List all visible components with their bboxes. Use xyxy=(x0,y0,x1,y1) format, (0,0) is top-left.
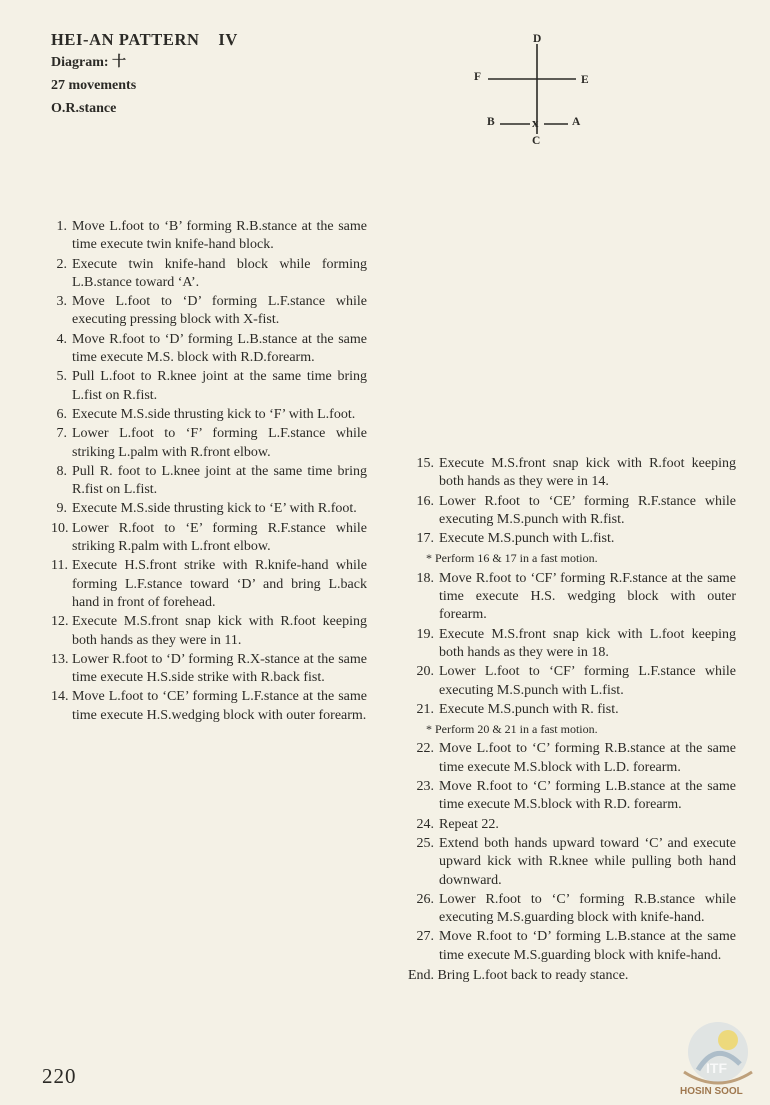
point-d-label: D xyxy=(533,33,542,45)
movement-text: Execute M.S.front snap kick with R.foot keeping both hands as they were in 11. xyxy=(72,614,367,648)
movement-text: Pull L.foot to R.knee joint at the same time bring L.fist on R.fist. xyxy=(72,369,367,403)
movement-item xyxy=(51,688,367,725)
movement-text: Pull R. foot to L.knee joint at the same time bring R.fist on L.fist. xyxy=(72,463,367,498)
movement-number: 7. xyxy=(56,426,67,442)
movement-item xyxy=(51,368,367,405)
fast-motion-note: * Perform 16 & 17 in a fast motion. xyxy=(426,551,598,566)
watermark-mark: ITF xyxy=(706,1060,727,1076)
movement-text: Move L.foot to ‘CE’ forming L.F.stance at the same time execute H.S.wedging block with outer forearm. xyxy=(72,689,367,723)
movement-text: Move R.foot to ‘D’ forming L.B.stance at the same time execute M.S. block with R.D.forearm. xyxy=(72,331,367,366)
movements-count: 27 movements xyxy=(51,78,137,93)
movement-text: Lower R.foot to ‘D’ forming R.X-stance at the same time execute H.S.side strike with R.back fist. xyxy=(72,651,367,686)
movement-number: 9. xyxy=(56,501,67,517)
page-number: 220 xyxy=(42,1064,77,1088)
movement-item xyxy=(408,663,736,700)
movement-text: Lower R.foot to ‘CE’ forming R.F.stance while executing M.S.punch with R.fist. xyxy=(439,493,736,527)
movement-number: 16. xyxy=(416,493,434,509)
movement-number: 24. xyxy=(416,816,434,832)
movement-number: 23. xyxy=(416,779,434,795)
movement-number: 21. xyxy=(416,701,434,717)
movement-number: 3. xyxy=(56,294,67,310)
movement-number: 4. xyxy=(56,331,67,347)
movement-text: Execute M.S.front snap kick with L.foot keeping both hands as they were in 18. xyxy=(439,626,736,660)
page-header xyxy=(51,28,238,120)
direction-diagram xyxy=(470,30,600,150)
movement-text: Execute M.S.front snap kick with R.foot keeping both hands as they were in 14. xyxy=(439,456,736,490)
movement-item xyxy=(51,520,367,557)
movement-item xyxy=(51,218,367,255)
movement-item xyxy=(408,835,736,890)
movement-text: Execute M.S.side thrusting kick to ‘F’ with L.foot. xyxy=(72,406,356,422)
movement-item xyxy=(408,816,736,834)
movement-item xyxy=(51,256,367,293)
movement-number: 26. xyxy=(416,891,434,907)
start-point-x: x xyxy=(532,115,539,130)
movement-text: Lower L.foot to ‘F’ forming L.F.stance while striking L.palm with R.front elbow. xyxy=(72,426,367,460)
movement-item xyxy=(51,500,367,518)
movement-text: Lower R.foot to ‘E’ forming R.F.stance while striking R.palm with L.front elbow. xyxy=(72,520,367,555)
movement-item xyxy=(408,530,736,548)
movement-number: 18. xyxy=(416,570,434,586)
movement-text: Move R.foot to ‘C’ forming L.B.stance at the same time execute M.S.block with R.D. forearm. xyxy=(439,779,736,813)
movement-item xyxy=(408,455,736,492)
movement-item xyxy=(408,493,736,530)
movement-number: 15. xyxy=(416,456,434,471)
movement-item xyxy=(51,463,367,500)
point-b-label: B xyxy=(487,116,495,128)
starting-stance: O.R.stance xyxy=(51,101,117,116)
fast-motion-note: * Perform 20 & 21 in a fast motion. xyxy=(426,722,598,737)
movement-text: Move R.foot to ‘CF’ forming R.F.stance at the same time execute H.S. wedging block with outer forearm. xyxy=(439,570,736,623)
movement-text: Move L.foot to ‘B’ forming R.B.stance at the same time execute twin knife-hand block. xyxy=(72,219,367,253)
pattern-title: HEI-AN PATTERN IV xyxy=(51,30,238,49)
end-instruction: End. Bring L.foot back to ready stance. xyxy=(408,968,629,984)
movement-text: Extend both hands upward toward ‘C’ and execute upward kick with R.knee while pulling both hand downward. xyxy=(439,835,736,888)
watermark-text: HOSIN SOOL xyxy=(680,1086,743,1097)
movement-text: Lower L.foot to ‘CF’ forming L.F.stance while executing M.S.punch with L.fist. xyxy=(439,664,736,698)
movement-item xyxy=(408,778,736,815)
movement-item xyxy=(51,651,367,688)
movement-item xyxy=(408,626,736,663)
movement-item xyxy=(51,425,367,462)
movement-number: 17. xyxy=(416,531,434,547)
movement-item xyxy=(51,613,367,650)
movement-number: 5. xyxy=(56,369,67,385)
point-f-label: F xyxy=(474,71,482,83)
movement-item xyxy=(408,570,736,625)
movement-number: 25. xyxy=(416,835,434,851)
diagram-label: Diagram: ⼗ xyxy=(51,55,127,70)
movement-number: 8. xyxy=(56,463,67,479)
movement-text: Execute H.S.front strike with R.knife-hand while forming L.F.stance toward ‘D’ and bring L.back hand in front of forehead. xyxy=(72,558,367,610)
direction-diagram-lines xyxy=(470,30,600,150)
movement-item xyxy=(408,891,736,928)
movement-text: Execute M.S.punch with R. fist. xyxy=(439,701,619,717)
point-c-label: C xyxy=(532,135,541,147)
movement-item xyxy=(408,701,736,719)
movement-item xyxy=(51,293,367,330)
movement-number: 22. xyxy=(416,741,434,757)
movement-item xyxy=(51,406,367,424)
movement-item xyxy=(408,928,736,965)
movement-text: Execute M.S.punch with L.fist. xyxy=(439,531,615,547)
movement-text: Repeat 22. xyxy=(439,816,499,832)
movement-text: Move L.foot to ‘D’ forming L.F.stance while executing pressing block with X-fist. xyxy=(72,294,367,328)
point-e-label: E xyxy=(581,74,589,86)
movement-number: 2. xyxy=(56,256,67,272)
movement-number: 14. xyxy=(51,689,69,705)
movement-number: 1. xyxy=(56,219,67,234)
movement-number: 11. xyxy=(51,558,68,574)
movement-item xyxy=(51,331,367,368)
movement-number: 20. xyxy=(416,664,434,680)
movement-text: Move R.foot to ‘D’ forming L.B.stance at the same time execute M.S.guarding block with knife-hand. xyxy=(439,929,736,963)
movement-text: Execute M.S.side thrusting kick to ‘E’ with R.foot. xyxy=(72,501,357,517)
hosin-sool-watermark xyxy=(676,1010,756,1100)
movements-left-column xyxy=(51,218,367,726)
movement-text: Move L.foot to ‘C’ forming R.B.stance at the same time execute M.S.block with L.D. forearm. xyxy=(439,741,736,775)
movement-text: Execute twin knife-hand block while forming L.B.stance toward ‘A’. xyxy=(72,256,367,290)
movement-item xyxy=(51,557,367,612)
movement-number: 10. xyxy=(51,520,69,536)
movement-number: 6. xyxy=(56,406,67,422)
movements-right-column xyxy=(408,455,736,985)
movement-number: 13. xyxy=(51,651,69,667)
movement-number: 19. xyxy=(416,626,434,642)
movement-text: Lower R.foot to ‘C’ forming R.B.stance while executing M.S.guarding block with knife-hand. xyxy=(439,891,736,926)
movement-number: 27. xyxy=(416,929,434,945)
movement-number: 12. xyxy=(51,614,69,630)
movement-item xyxy=(408,740,736,777)
point-a-label: A xyxy=(572,116,581,128)
